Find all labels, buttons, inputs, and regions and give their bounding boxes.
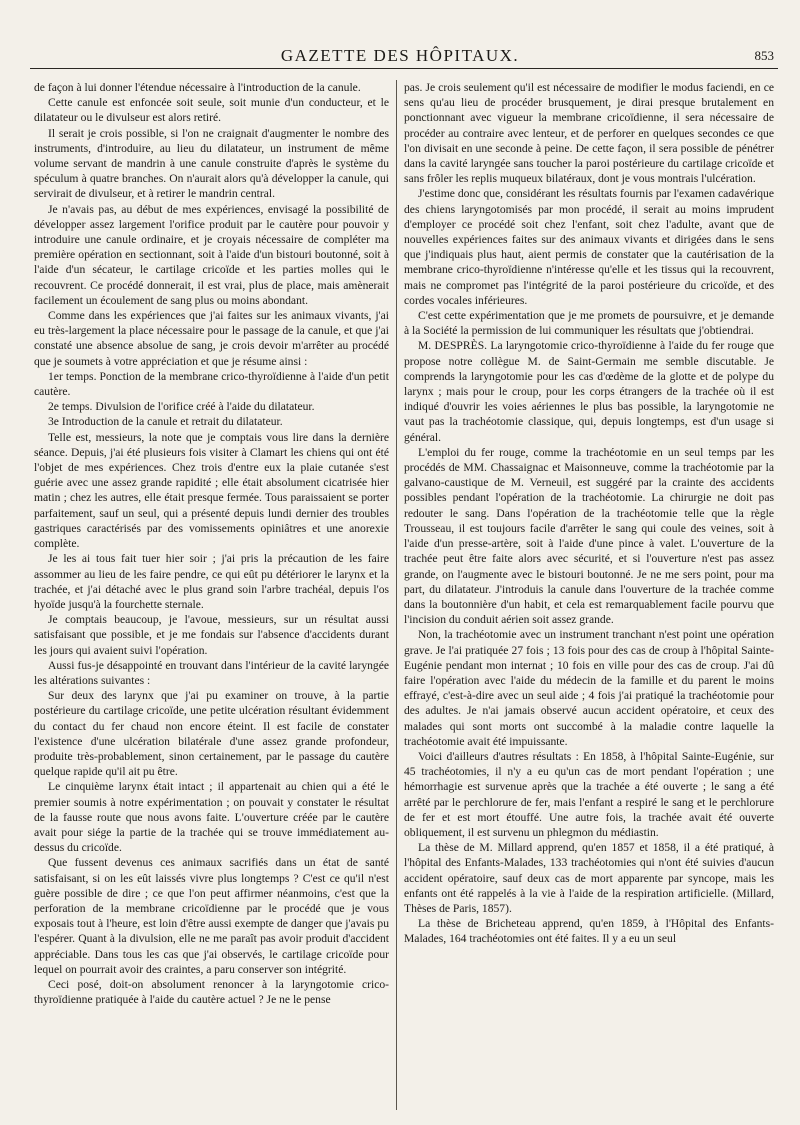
paragraph: Il serait je crois possible, si l'on ne craignait d'augmenter le nombre des instruments, d'introduire, au lieu du dilatateur, un instrument de même volume servant de mandrin à une canule construite d'après le système du spéculum à quatre branches. On n'aurait alors qu'à développer la canule, qui servirait de divulseur, et à retirer le mandrin central. [34, 126, 389, 201]
paragraph: Je les ai tous fait tuer hier soir ; j'ai pris la précaution de les faire assommer au lieu de les faire pendre, ce qui eût pu détériorer le larynx et la trachée, et j'ai détaché avec le plus grand soin l'arbre trachéal, depuis l'os hyoïde jusqu'à la fourchette sternale. [34, 552, 389, 611]
paragraph: Voici d'ailleurs d'autres résultats : En 1858, à l'hôpital Sainte-Eugénie, sur 45 trachéotomies, il n'y a eu qu'un cas de mort pendant l'opération ; une hémorrhagie est survenue après que la trachée a été ouverte ; le sang a été arrêté par le perchlorure de fer, mais l'enfant a respiré le sang et le perchlorure de fer et est mort étouffé. Une autre fois, la trachée avait été ouverte obliquement, il est survenu un phlegmon du médiastin. [404, 749, 774, 839]
procedure-step: 3e Introduction de la canule et retrait du dilatateur. [48, 415, 283, 429]
paragraph: pas. Je crois seulement qu'il est nécessaire de modifier le modus faciendi, en ce sens qu'au lieu de procéder brusquement, je dirai presque brutalement en ponctionnant avec vigueur la membrane cricoïdienne, il sera nécessaire de procéder au contraire avec lenteur, et de perforer en quelques secondes ce que l'on divisait en une seconde à peine. De cette façon, il sera possible de pénétrer dans la cavité laryngée sans toucher la paroi postérieure du cartilage cricoïde et sans frôler les replis muqueux bilatéraux, dont je vous montrais l'ulcération. [404, 81, 774, 186]
paragraph: J'estime donc que, considérant les résultats fournis par l'examen cadavérique des chiens laryngotomisés par mon procédé, il serait au moins imprudent d'employer ce procédé soit chez l'enfant, soit chez l'adulte, avant que de nouvelles expériences faites sur des animaux vivants et dirigées dans le sens que j'indiquais plus haut, aient permis de constater que la cautérisation de la membrane crico-thyroïdienne n'intéresse qu'elle et les tissus qui la recouvrent, mais ne compromet pas l'intégrité de la paroi postérieure du cricoïde, et des cordes vocales inférieures. [404, 187, 774, 307]
left-column [34, 80, 389, 1110]
paragraph: Je n'avais pas, au début de mes expériences, envisagé la possibilité de développer assez largement l'orifice produit par le cautère pour pouvoir y introduire une canule ordinaire, et je croyais nécessaire de compléter ma première opération en sectionnant, soit à l'aide d'un bistouri boutonné, soit à l'aide d'un sécateur, le cartilage cricoïde et les parties molles qui le recouvrent. Ce procédé donnerait, il est vrai, plus de place, mais amènerait facilement un écoulement de sang plus ou moins abondant. [34, 202, 389, 307]
right-column [404, 80, 774, 1110]
header-rule [30, 68, 778, 69]
paragraph: Non, la trachéotomie avec un instrument tranchant n'est point une opération grave. Je l'ai pratiquée 27 fois ; 13 fois pour des cas de croup à l'hôpital Sainte-Eugénie pendant mon internat ; 10 fois en ville pour des cas de croup. J'ai dû faire l'opération avec l'aide du médecin de la famille et du parent le moins effrayé, c'est-à-dire avec un seul aide ; 4 fois j'ai pratiqué la trachéotomie pour des adultes. Je n'ai jamais observé aucun accident opératoire, et ceux des malades qui sont morts ont succombé à la maladie contre laquelle la trachéotomie avait été impuissante. [404, 628, 774, 748]
page-number: 853 [754, 48, 774, 63]
paragraph: de façon à lui donner l'étendue nécessaire à l'introduction de la canule. [34, 81, 361, 94]
paragraph: Cette canule est enfoncée soit seule, soit munie d'un conducteur, et le dilatateur ou le divulseur est alors retiré. [34, 96, 389, 125]
paragraph: C'est cette expérimentation que je me promets de poursuivre, et je demande à la Société la permission de lui communiquer les résultats que j'obtiendrai. [404, 309, 774, 338]
paragraph: Le cinquième larynx était intact ; il appartenait au chien qui a été le premier soumis à notre expérimentation ; on pouvait y constater le résultat de la fausse route que nous avons faite. L'ouverture créée par le cautère avait pour siége la partie de la trachée qui se trouve immédiatement au-dessus du cricoïde. [34, 780, 389, 855]
paragraph: Comme dans les expériences que j'ai faites sur les animaux vivants, j'ai eu très-largement la place nécessaire pour le passage de la canule, et que j'ai constaté une absence absolue de sang, je crois devoir m'arrêter au procédé que je soumets à votre appréciation et que je résume ainsi : [34, 309, 389, 368]
procedure-step: 2e temps. Divulsion de l'orifice créé à l'aide du dilatateur. [48, 400, 315, 414]
page-header [0, 0, 800, 80]
paragraph: Que fussent devenus ces animaux sacrifiés dans un état de santé satisfaisant, si on les eût laissés vivre plus longtemps ? C'est ce qu'il n'est guère possible de dire ; ce que l'on peut affirmer néanmoins, c'est que la perforation de la membrane cricoïdienne par le procédé que je vous exposais tout à l'heure, est loin d'être aussi exempte de danger que j'avais pu l'espérer. Quant à la divulsion, elle ne me paraît pas avoir produit d'accident appréciable. Dans tous les cas que j'ai observés, le cartilage cricoïde pour lequel on pourrait avoir des craintes, a paru conserver son intégrité. [34, 856, 389, 976]
paragraph: La thèse de Bricheteau apprend, qu'en 1859, à l'Hôpital des Enfants-Malades, 164 trachéotomies ont été faites. Il y a eu un seul [404, 917, 774, 946]
paragraph: Telle est, messieurs, la note que je comptais vous lire dans la dernière séance. Depuis, j'ai été plusieurs fois visiter à Clamart les chiens qui ont été l'objet de mes expériences. Chez trois d'entre eux la plaie cutanée s'est guérie avec une assez grande rapidité ; elle était absolument cicatrisée hier matin ; chez les autres, elle était presque fermée. Tous paraissaient se porter parfaitement, sauf un seul, qui a présenté depuis lundi dernier des troubles gastriques caractérisés par des vomissements opiniâtres et une anorexie complète. [34, 430, 389, 551]
paragraph: M. DESPRÈS. La laryngotomie crico-thyroïdienne à l'aide du fer rouge que propose notre collègue M. de Saint-Germain me semble discutable. Je comprends la laryngotomie pour les cas d'œdème de la glotte et de polype du larynx ; mais pour le croup, pour les corps étrangers de la trachée où il est indiqué d'ouvrir les voies aériennes le plus bas possible, la laryngotomie ne vaut pas la trachéotomie classique, qui, depuis longtemps, est d'un usage si général. [404, 339, 774, 444]
paragraph: Je comptais beaucoup, je l'avoue, messieurs, sur un résultat aussi satisfaisant que possible, et je me fondais sur l'absence d'accidents durant les jours qui avaient suivi l'opération. [34, 613, 389, 657]
journal-title: GAZETTE DES HÔPITAUX. [280, 46, 520, 65]
paragraph: Aussi fus-je désappointé en trouvant dans l'intérieur de la cavité laryngée les altérations suivantes : [34, 658, 389, 687]
paragraph: Sur deux des larynx que j'ai pu examiner on trouve, à la partie postérieure du cartilage cricoïde, une petite ulcération résultant évidemment du contact du fer chaud non encore éteint. Il est facile de constater l'existence d'une ulcération bilatérale d'une assez grande profondeur, produite très-probablement, sinon certainement, par le passage du cautère quelque rapide qu'il ait pu être. [34, 689, 389, 779]
paragraph: Ceci posé, doit-on absolument renoncer à la laryngotomie crico-thyroïdienne pratiquée à l'aide du cautère actuel ? Je ne le pense [34, 977, 389, 1007]
procedure-step: 1er temps. Ponction de la membrane crico-thyroïdienne à l'aide d'un petit cautère. [34, 369, 389, 399]
column-divider [396, 80, 397, 1110]
paragraph: La thèse de M. Millard apprend, qu'en 1857 et 1858, il a été pratiqué, à l'hôpital des Enfants-Malades, 133 trachéotomies qui n'ont été suivies d'aucun accident opératoire, sauf deux cas de mort apparente par syncope, mais les enfants ont été rappelés à la vie à l'aide de la respiration artificielle. (Millard, Thèses de Paris, 1857). [404, 841, 774, 915]
paragraph: L'emploi du fer rouge, comme la trachéotomie en un seul temps par les procédés de MM. Chassaignac et Maisonneuve, comme la trachéotomie par la galvano-caustique de M. Verneuil, est suggéré par la crainte des accidents possibles pendant l'opération de la trachéotomie. La chirurgie ne doit pas redouter le sang. Dans l'opération de la trachéotomie telle que la règle Trousseau, il est toujours facile d'arrêter le sang qui coule des veines, soit à l'aide d'un presse-artère, soit à l'aide d'une pince à valet. L'ouverture de la trachée peut être faite alors avec sécurité, et si l'ouverture n'est pas assez grande, on l'augmente avec le bistouri boutonné. Je ne me sers point, pour ma part, du dilatateur. J'introduis la canule dans l'ouverture de la trachée comme dans la boutonnière d'un habit, et cela est remarquablement facile pourvu que l'incision du conduit aérien soit assez grande. [404, 445, 774, 627]
